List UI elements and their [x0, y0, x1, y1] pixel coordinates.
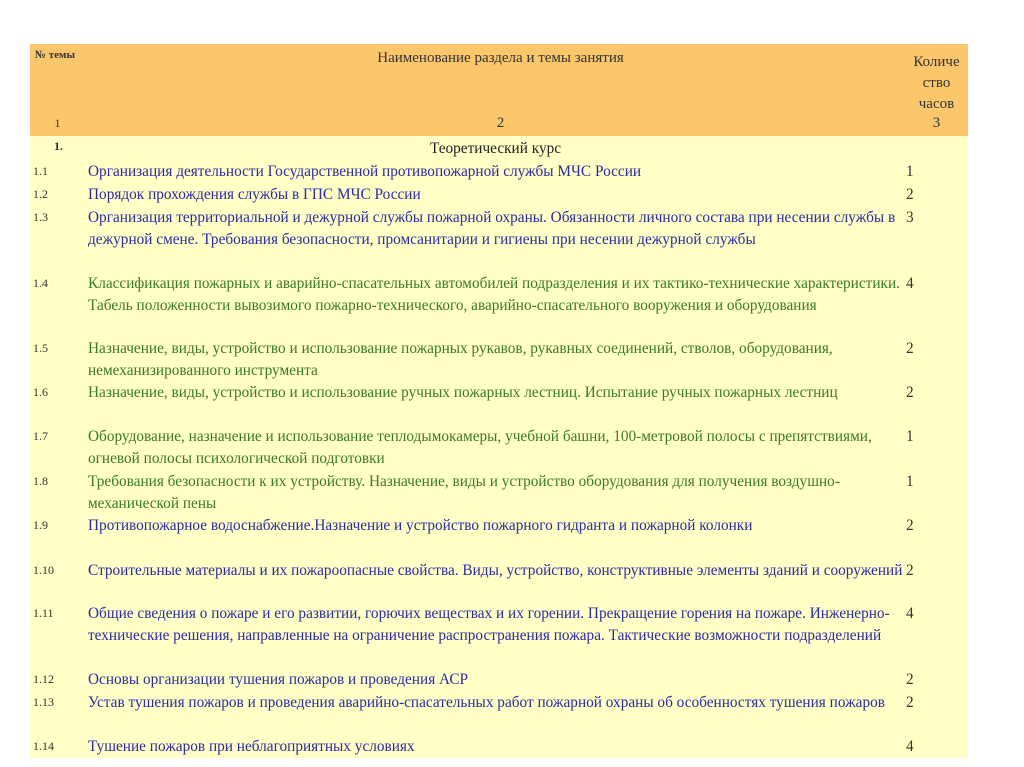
row-hours: 2 — [906, 186, 914, 203]
row-hours: 3 — [906, 209, 914, 226]
col-hours-header: Количе ство часов — [913, 54, 960, 112]
row-hours: 4 — [906, 605, 914, 622]
row-topic: Оборудование, назначение и использование теплодымокамеры, учебной башни, 100-метровой полосы с препятствиями, огневой полосы психологической подготовки — [88, 428, 872, 467]
row-number: 1.7 — [33, 429, 48, 443]
row-topic: Организация деятельности Государственной противопожарной службы МЧС России — [88, 163, 642, 180]
table-row — [30, 161, 968, 184]
table-row — [30, 736, 968, 758]
row-hours: 1 — [906, 473, 914, 490]
row-topic: Назначение, виды, устройство и использование пожарных рукавов, рукавных соединений, стволов, оборудования, немеханизированного инструмента — [88, 340, 833, 379]
row-hours: 1 — [906, 428, 914, 445]
table-row — [30, 273, 968, 338]
row-hours: 2 — [906, 694, 914, 711]
section-number: 1. — [54, 139, 63, 153]
row-topic: Общие сведения о пожаре и его развитии, горючих веществах и их горении. Прекращение горения на пожаре. Инженерно-технические решения, направленные на ограничение распространения пожара. Тактические возможности подразделений — [88, 605, 890, 644]
table-row — [30, 471, 968, 515]
row-hours: 4 — [906, 738, 914, 755]
row-number: 1.11 — [33, 606, 54, 620]
row-topic: Основы организации тушения пожаров и проведения АСР — [88, 671, 469, 688]
table-row — [30, 426, 968, 471]
row-number: 1.10 — [33, 563, 54, 577]
section-row — [30, 136, 968, 161]
col-number-index: 1 — [54, 116, 61, 130]
col-title-header: Наименование раздела и темы занятия — [377, 50, 624, 66]
row-topic: Классификация пожарных и аварийно-спасательных автомобилей подразделения и их тактико-технические характеристики. Табель положенности вывозимого пожарно-технического, аварийно-спасательного вооружения и оборудования — [88, 275, 900, 314]
table-row — [30, 669, 968, 692]
row-number: 1.3 — [33, 210, 48, 224]
row-topic: Тушение пожаров при неблагоприятных условиях — [88, 738, 415, 755]
row-hours: 2 — [906, 517, 914, 534]
row-number: 1.12 — [33, 672, 54, 686]
row-hours: 2 — [906, 384, 914, 401]
table-row — [30, 184, 968, 207]
row-hours: 2 — [906, 562, 914, 579]
col-number-header: № темы — [34, 49, 76, 61]
row-number: 1.2 — [33, 187, 48, 201]
col-title-index: 2 — [496, 115, 505, 131]
row-hours: 2 — [906, 671, 914, 688]
row-hours: 4 — [906, 275, 914, 292]
row-topic: Устав тушения пожаров и проведения аварийно-спасательных работ пожарной охраны об особенностях тушения пожаров — [88, 694, 885, 711]
table-row — [30, 338, 968, 382]
row-topic: Организация территориальной и дежурной службы пожарной охраны. Обязанности личного состава при несении службы в дежурной смене. Требования безопасности, промсанитарии и гигиены при несении дежурной службы — [88, 209, 896, 248]
row-topic: Порядок прохождения службы в ГПС МЧС России — [88, 186, 421, 203]
row-number: 1.4 — [33, 276, 48, 290]
row-number: 1.13 — [33, 695, 54, 709]
row-number: 1.5 — [33, 341, 48, 355]
row-number: 1.14 — [33, 739, 54, 753]
row-topic: Строительные материалы и их пожароопасные свойства. Виды, устройство, конструктивные элементы зданий и сооружений — [88, 562, 903, 579]
table-row — [30, 603, 968, 669]
row-number: 1.9 — [33, 518, 48, 532]
section-title: Теоретический курс — [429, 140, 562, 157]
table-row — [30, 207, 968, 273]
table-row — [30, 692, 968, 736]
row-number: 1.6 — [33, 385, 48, 399]
row-hours: 1 — [906, 163, 914, 180]
table-header — [30, 44, 968, 136]
table-row — [30, 560, 968, 603]
row-hours: 2 — [906, 340, 914, 357]
row-number: 1.1 — [33, 164, 48, 178]
table-row — [30, 382, 968, 426]
row-number: 1.8 — [33, 474, 48, 488]
table-row — [30, 515, 968, 560]
row-topic: Требования безопасности к их устройству. Назначение, виды и устройство оборудования для получения воздушно-механической пены — [88, 473, 840, 512]
curriculum-table — [30, 44, 968, 758]
row-topic: Назначение, виды, устройство и использование ручных пожарных лестниц. Испытание ручных пожарных лестниц — [88, 384, 838, 401]
row-topic: Противопожарное водоснабжение.Назначение и устройство пожарного гидранта и пожарной колонки — [88, 517, 753, 534]
table-body — [30, 136, 968, 758]
col-hours-index: 3 — [932, 115, 941, 131]
